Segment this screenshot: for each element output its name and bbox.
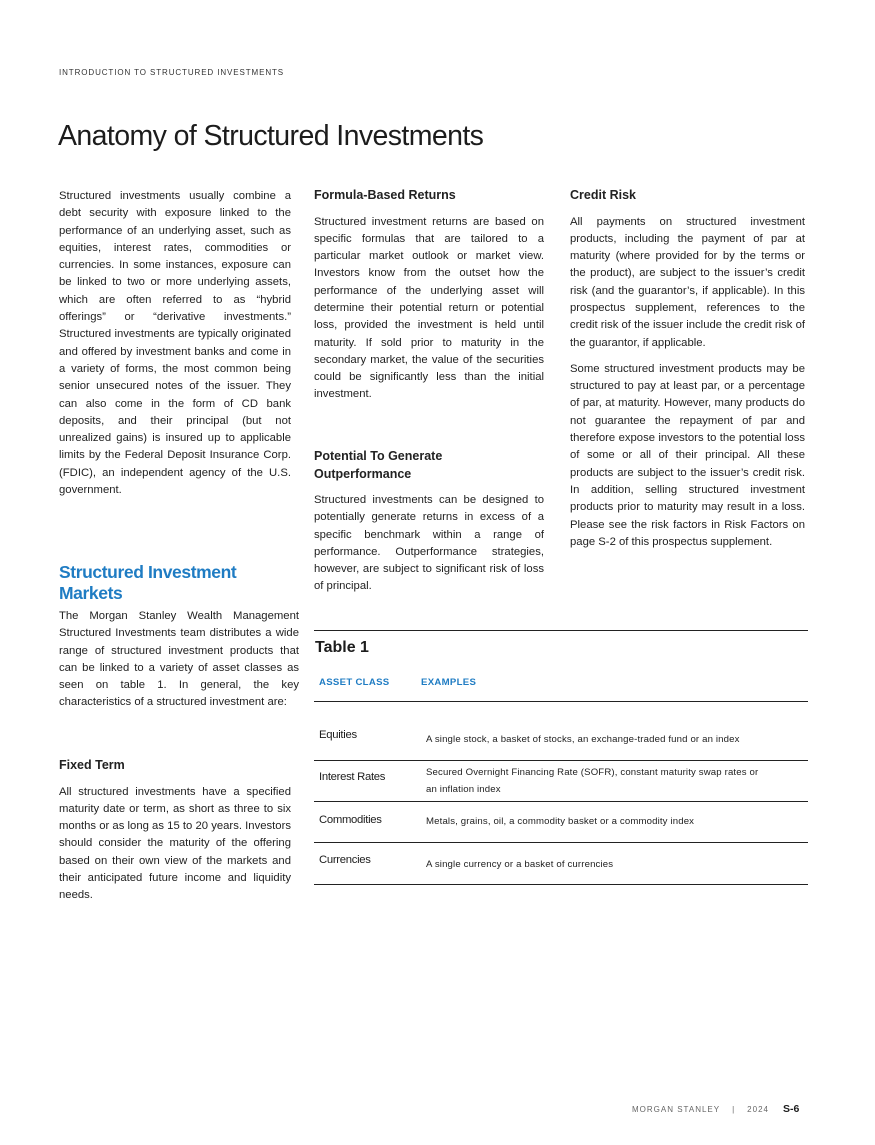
page-title: Anatomy of Structured Investments bbox=[58, 120, 484, 152]
fixed-term-heading: Fixed Term bbox=[59, 758, 125, 772]
outperformance-heading: Potential To Generate Outperformance bbox=[314, 449, 443, 481]
markets-heading: Structured Investment Markets bbox=[59, 562, 237, 603]
formula-section bbox=[314, 187, 544, 404]
running-head: INTRODUCTION TO STRUCTURED INVESTMENTS bbox=[59, 68, 285, 77]
column-1 bbox=[59, 188, 291, 499]
table-1 bbox=[314, 630, 808, 885]
markets-paragraph: The Morgan Stanley Wealth Management Structured Investments team distributes a wide range of structured investment products that can be linked to a variety of asset classes as seen on table 1. In general, the key characteristics of a structured investment are: bbox=[59, 610, 299, 709]
table-row bbox=[314, 843, 808, 885]
markets-section bbox=[59, 562, 299, 712]
footer-year: 2024 bbox=[747, 1104, 769, 1114]
intro-paragraph: Structured investments usually combine a debt security with exposure linked to the performance of an underlying asset, such as equities, interest rates, commodities or currencies. In some instances, exposure can be linked to two or more underlying assets, which are often referred to as “hybrid offerings” or “derivative investments.” Structured investments are typically originated and offered by investment banks and come in a variety of forms, the most common being senior unsecured notes of the issuer. They can also come in the form of CD bank deposits, and their principal (but not unrealized gains) is insured up to applicable limits by the Federal Deposit Insurance Corp. (FDIC), an independent agency of the U.S. government. bbox=[59, 190, 291, 497]
outperformance-paragraph: Structured investments can be designed to potentially generate returns in excess of a specific benchmark within a range of performance. Outperformance strategies, however, are subject to significant risk of loss of principal. bbox=[314, 494, 544, 593]
page-number: S-6 bbox=[782, 1103, 800, 1115]
examples-cell: Metals, grains, oil, a commodity basket or a commodity index bbox=[426, 816, 695, 827]
examples-cell: A single stock, a basket of stocks, an exchange-traded fund or an index bbox=[426, 734, 740, 745]
table-top-rule bbox=[314, 630, 808, 631]
column-header-asset-class: ASSET CLASS bbox=[319, 677, 390, 688]
page-footer bbox=[632, 1103, 799, 1115]
formula-paragraph: Structured investment returns are based on specific formulas that are tailored to a particular market outlook or market view. Investors know from the outset how the performance of the underlying asset will determine their potential return or potential loss, provided the investment is held until maturity. If sold prior to maturity in the secondary market, the value of the securities could be significantly less than the initial investment. bbox=[314, 215, 544, 401]
table-row bbox=[314, 761, 808, 802]
footer-separator: | bbox=[732, 1104, 736, 1114]
credit-risk-paragraph-2: Some structured investment products may be structured to pay at least par, or a percentage of par, at maturity. However, many products do not guarantee the repayment of par and therefore expose investors to the potential loss of some or all of their principal. All these products are subject to the issuer’s credit risk. In addition, selling structured investment products prior to maturity may result in a loss. Please see the risk factors in Risk Factors on page S-2 of this prospectus supplement. bbox=[570, 362, 805, 548]
fixed-term-paragraph: All structured investments have a specified maturity date or term, as short as three to six months or as long as 15 to 20 years. Investors should consider the maturity of the offering based on their own view of the markets and their anticipated future income and liquidity needs. bbox=[59, 785, 291, 902]
asset-class-cell: Commodities bbox=[319, 814, 382, 826]
credit-risk-heading: Credit Risk bbox=[570, 188, 636, 202]
table-row bbox=[314, 802, 808, 843]
asset-class-cell: Equities bbox=[319, 729, 357, 741]
outperformance-section bbox=[314, 448, 544, 596]
column-header-examples: EXAMPLES bbox=[421, 677, 477, 688]
examples-cell: A single currency or a basket of currencies bbox=[426, 859, 614, 870]
formula-heading: Formula-Based Returns bbox=[314, 188, 456, 202]
table-header-row bbox=[314, 677, 808, 702]
credit-risk-paragraph-1: All payments on structured investment products, including the payment of par at maturity (where provided for by the terms or the product), are subject to the issuer’s credit risk (and the guarantor’s, if applicable). In this prospectus supplement, references to the credit risk of the issuer include the credit risk of the guarantor, if applicable. bbox=[570, 215, 805, 349]
fixed-term-section bbox=[59, 757, 291, 905]
asset-class-cell: Interest Rates bbox=[319, 771, 386, 783]
footer-company: MORGAN STANLEY bbox=[632, 1104, 721, 1114]
examples-cell: Secured Overnight Financing Rate (SOFR), constant maturity swap rates or an inflation index bbox=[426, 767, 759, 795]
credit-risk-section bbox=[570, 187, 805, 551]
table-title: Table 1 bbox=[315, 639, 369, 656]
table-row bbox=[314, 702, 808, 761]
asset-class-cell: Currencies bbox=[319, 854, 371, 866]
